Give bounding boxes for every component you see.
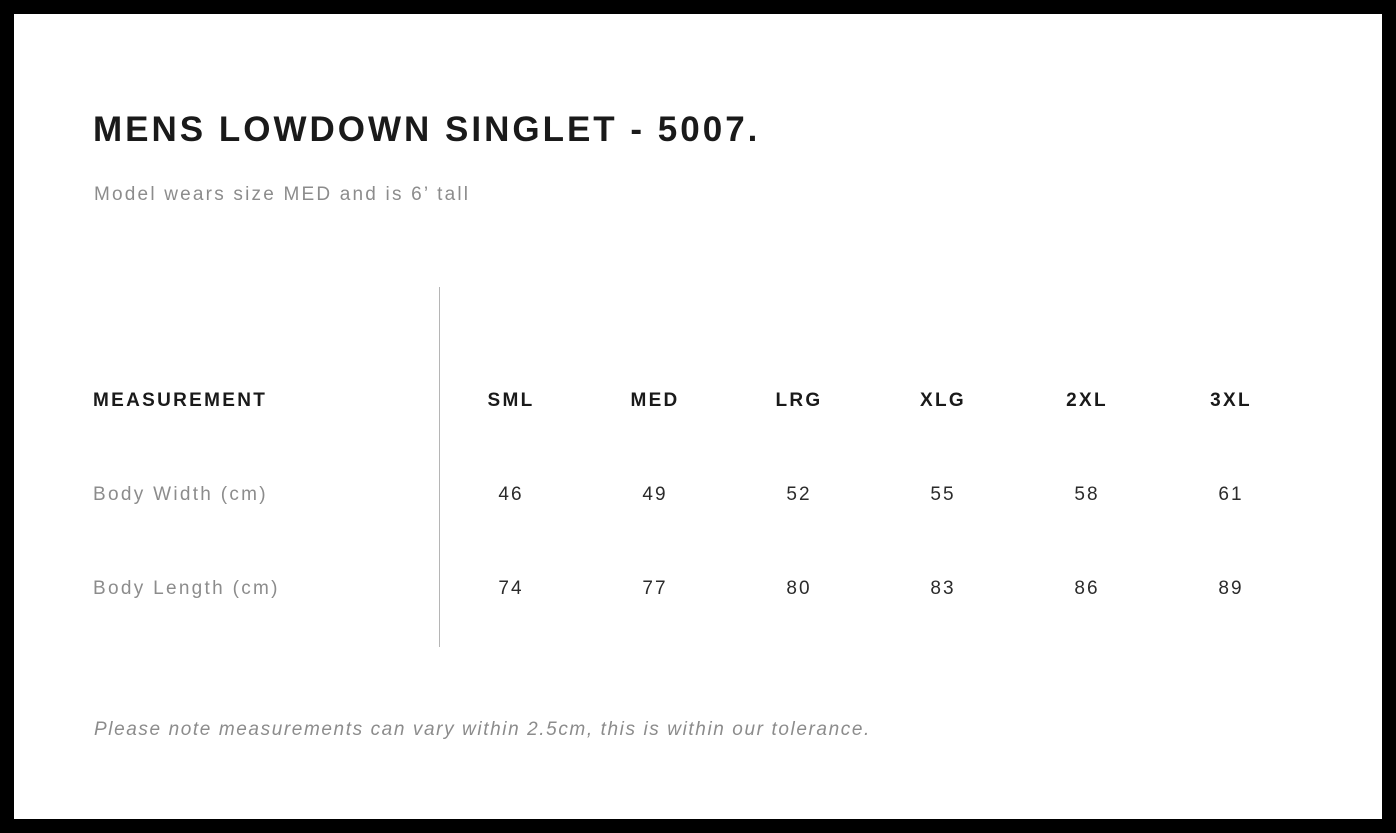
cell-body-width-sml: 46 <box>498 484 524 505</box>
size-table <box>93 354 1303 636</box>
column-header-size-lrg: LRG <box>775 390 823 411</box>
row-label-body-length: Body Length (cm) <box>93 578 280 599</box>
cell-body-width-lrg: 52 <box>786 484 812 505</box>
page-title: MENS LOWDOWN SINGLET - 5007. <box>93 110 761 149</box>
cell-body-length-sml: 74 <box>498 578 524 599</box>
column-header-size-2xl: 2XL <box>1066 390 1108 411</box>
table-header-row <box>93 354 1303 448</box>
cell-body-width-xlg: 55 <box>930 484 956 505</box>
column-header-size-xlg: XLG <box>920 390 966 411</box>
column-header-size-med: MED <box>630 390 680 411</box>
column-header-size-3xl: 3XL <box>1210 390 1252 411</box>
cell-body-width-2xl: 58 <box>1074 484 1100 505</box>
cell-body-length-3xl: 89 <box>1218 578 1244 599</box>
cell-body-length-2xl: 86 <box>1074 578 1100 599</box>
table-row <box>93 542 1303 636</box>
model-note: Model wears size MED and is 6’ tall <box>94 184 471 205</box>
cell-body-width-3xl: 61 <box>1218 484 1244 505</box>
tolerance-note: Please note measurements can vary within 2.5cm, this is within our tolerance. <box>94 719 871 740</box>
column-header-size-sml: SML <box>487 390 535 411</box>
table-row <box>93 448 1303 542</box>
cell-body-length-med: 77 <box>642 578 668 599</box>
row-label-body-width: Body Width (cm) <box>93 484 268 505</box>
column-header-measurement: MEASUREMENT <box>93 390 268 411</box>
cell-body-length-xlg: 83 <box>930 578 956 599</box>
cell-body-length-lrg: 80 <box>786 578 812 599</box>
size-chart-page <box>14 14 1382 819</box>
cell-body-width-med: 49 <box>642 484 668 505</box>
